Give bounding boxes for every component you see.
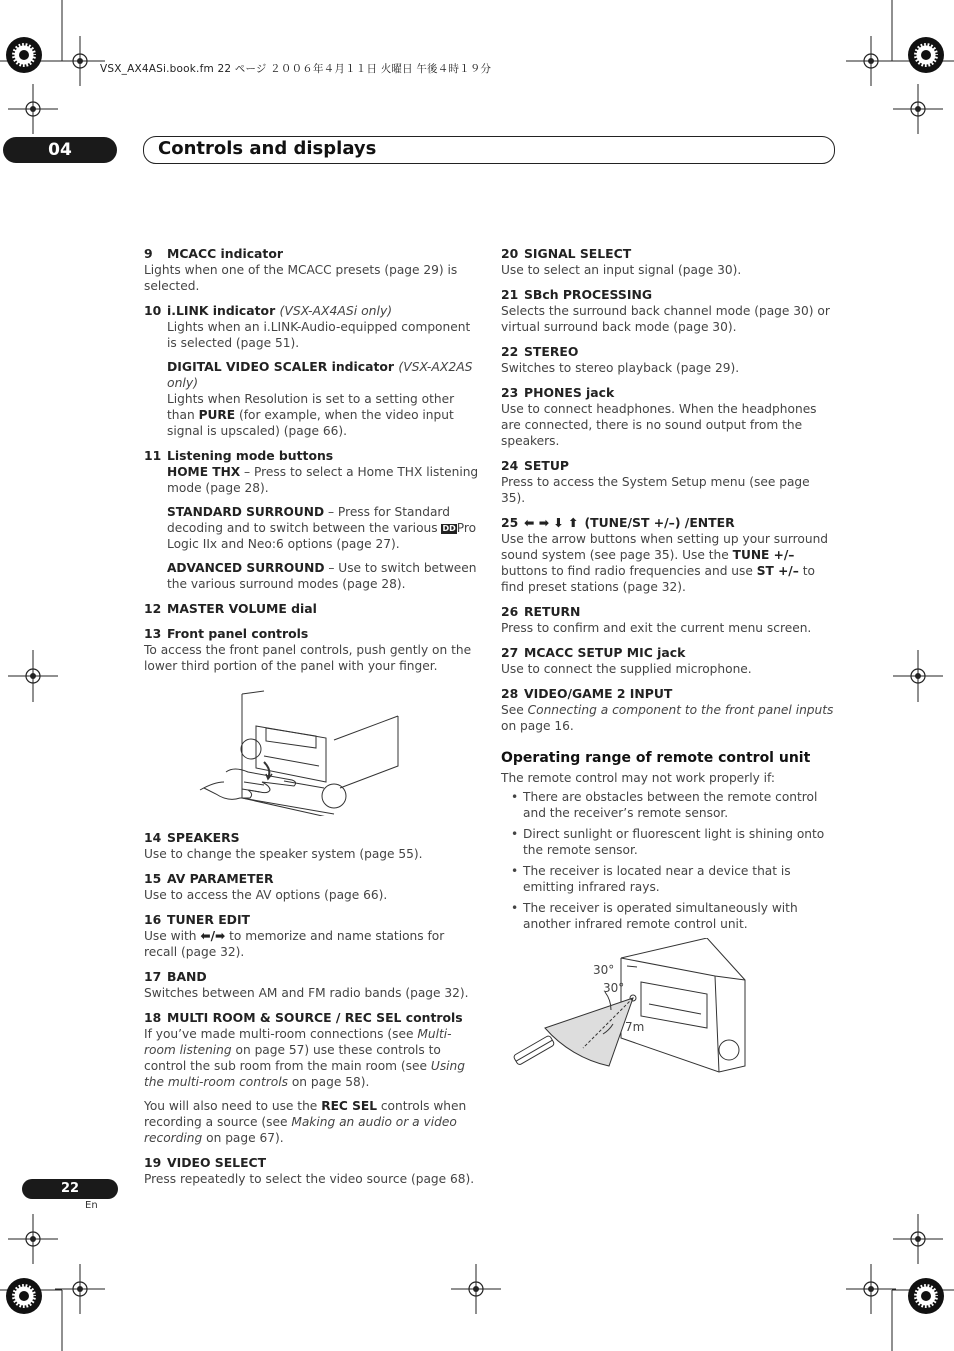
item-number: 27	[501, 645, 519, 660]
item-title: PHONES jack	[524, 385, 615, 400]
dolby-logo: DD	[442, 524, 456, 533]
item-title: MCACC SETUP MIC jack	[524, 645, 686, 660]
standard-surround-desc-1: – Press for Standard decoding and to switch between the various	[167, 505, 450, 535]
subitem-note: (VSX-AX2AS only)	[167, 359, 473, 390]
item-27	[501, 645, 837, 677]
item-title: MASTER VOLUME dial	[167, 601, 317, 616]
item-title: VIDEO SELECT	[167, 1155, 267, 1170]
item-18	[144, 1010, 479, 1146]
item-title: MULTI ROOM & SOURCE / REC SEL controls	[167, 1010, 463, 1025]
st-label: ST +/–	[756, 564, 799, 578]
item-title: SPEAKERS	[167, 830, 240, 845]
front-panel-illustration	[144, 686, 479, 816]
item-number: 22	[501, 344, 519, 359]
item-23	[501, 385, 837, 449]
standard-surround-desc-2: Pro Logic IIx and Neo:6 options (page 27).	[167, 521, 477, 551]
section-title: Operating range of remote control unit	[501, 750, 811, 766]
item-22	[501, 344, 837, 376]
item-desc: Switches between AM and FM radio bands (page 32).	[144, 986, 469, 1000]
item-28	[501, 686, 837, 734]
advanced-surround-desc: – Use to switch between the various surround modes (page 28).	[167, 561, 477, 591]
item-number: 25	[501, 515, 519, 530]
item-number: 24	[501, 458, 519, 473]
item-title-note: (VSX-AX4ASi only)	[279, 303, 393, 318]
item-15	[144, 871, 479, 903]
item-number: 12	[144, 601, 162, 616]
page-language: En	[85, 1200, 98, 1211]
file-header: VSX_AX4ASi.book.fm 22 ページ ２００６年４月１１日 火曜日 午後４時１９分	[100, 63, 492, 75]
chapter-title: Controls and displays	[158, 138, 377, 159]
item-number: 28	[501, 686, 519, 701]
item-desc: Use to change the speaker system (page 55).	[144, 847, 423, 861]
item-title: STEREO	[524, 344, 579, 359]
item-26	[501, 604, 837, 636]
text: on page 57) use these controls to control the sub room from the main room (see	[144, 1043, 441, 1073]
item-14	[144, 830, 479, 862]
item-number: 9	[144, 246, 153, 261]
standard-surround-label: STANDARD SURROUND	[167, 505, 325, 519]
item-9	[144, 246, 479, 294]
item-10	[144, 303, 479, 439]
item-title: SBch PROCESSING	[524, 287, 653, 302]
item-number: 13	[144, 626, 162, 641]
item-title: AV PARAMETER	[167, 871, 274, 886]
item-number: 18	[144, 1010, 162, 1025]
list-item: • There are obstacles between the remote control and the receiver’s remote sensor.	[523, 789, 837, 821]
ref-recording: Making an audio or a video recording	[144, 1115, 457, 1145]
text: to find preset stations (page 32).	[501, 564, 815, 594]
text: You will also need to use the	[144, 1099, 318, 1113]
tune-label: TUNE +/–	[732, 548, 795, 562]
text: on page 16.	[501, 719, 574, 733]
item-12	[144, 601, 479, 617]
ref-multi-room-controls: Using the multi-room controls	[144, 1059, 466, 1089]
item-19	[144, 1155, 479, 1187]
subitem-desc-2: (for example, when the video input signal is upscaled) (page 66).	[167, 408, 454, 438]
list-item: • The receiver is operated simultaneously with another infrared remote control unit.	[523, 900, 837, 932]
advanced-surround-label: ADVANCED SURROUND	[167, 561, 325, 575]
ref-multi-room-listening: Multi-room listening	[144, 1027, 452, 1057]
item-desc: Use to connect headphones. When the headphones are connected, there is no sound output from the speakers.	[501, 402, 817, 448]
item-title: Listening mode buttons	[167, 448, 334, 463]
distance-label: 7m	[625, 1020, 645, 1034]
remote-range-illustration	[501, 938, 837, 1088]
text: If you’ve made multi-room connections (see	[144, 1027, 414, 1041]
arrow-icon: ⬅/➡	[200, 929, 226, 943]
item-title: MCACC indicator	[167, 246, 283, 261]
item-title: RETURN	[524, 604, 581, 619]
list-item: • Direct sunlight or fluorescent light is shining onto the remote sensor.	[523, 826, 837, 858]
list-item: • The receiver is located near a device that is emitting infrared rays.	[523, 863, 837, 895]
section-intro: The remote control may not work properly if:	[501, 771, 776, 785]
angle-label-top: 30°	[593, 963, 615, 977]
item-number: 19	[144, 1155, 162, 1170]
rec-sel-label: REC SEL	[321, 1099, 377, 1113]
item-number: 17	[144, 969, 162, 984]
page-number: 22	[22, 1179, 118, 1199]
item-20	[501, 246, 837, 278]
receiver-drawing	[501, 938, 837, 1088]
item-desc: Press to confirm and exit the current menu screen.	[501, 621, 812, 635]
item-desc: Use to select an input signal (page 30).	[501, 263, 742, 277]
text: See	[501, 703, 524, 717]
item-title: TUNER EDIT	[167, 912, 251, 927]
item-title: VIDEO/GAME 2 INPUT	[524, 686, 673, 701]
text: on page 58).	[291, 1075, 370, 1089]
item-title: BAND	[167, 969, 207, 984]
item-25	[501, 515, 837, 595]
item-number: 16	[144, 912, 162, 927]
item-desc: Lights when one of the MCACC presets (page 29) is selected.	[144, 263, 458, 293]
item-desc-1: Use with	[144, 929, 197, 943]
arrow-buttons-icon: ⬅ ➡ ⬇ ⬆	[524, 515, 579, 530]
conditions-list	[501, 789, 837, 932]
item-desc: To access the front panel controls, push gently on the lower third portion of the panel with your finger.	[144, 643, 472, 673]
right-column	[501, 246, 837, 1088]
ref-front-panel-inputs: Connecting a component to the front panel inputs	[527, 703, 834, 717]
chapter-number: 04	[3, 137, 117, 163]
item-desc: Press to access the System Setup menu (see page 35).	[501, 475, 810, 505]
subitem-title: DIGITAL VIDEO SCALER indicator	[167, 359, 395, 374]
item-number: 11	[144, 448, 162, 463]
item-title: Front panel controls	[167, 626, 309, 641]
item-number: 15	[144, 871, 162, 886]
item-number: 10	[144, 303, 162, 318]
item-number: 14	[144, 830, 162, 845]
item-number: 20	[501, 246, 519, 261]
item-number: 21	[501, 287, 519, 302]
item-desc: Press repeatedly to select the video source (page 68).	[144, 1172, 475, 1186]
subitem-desc-1: Lights when Resolution is set to a setting other than	[167, 392, 455, 422]
subitem-bold: PURE	[198, 408, 236, 422]
item-13	[144, 626, 479, 674]
home-thx-desc: – Press to select a Home THX listening mode (page 28).	[167, 465, 479, 495]
item-21	[501, 287, 837, 335]
item-title: SIGNAL SELECT	[524, 246, 632, 261]
item-number: 23	[501, 385, 519, 400]
item-desc-2: to memorize and name stations for recall (page 32).	[144, 929, 445, 959]
item-title: (TUNE/ST +/–) /ENTER	[584, 515, 735, 530]
item-number: 26	[501, 604, 519, 619]
item-desc: Lights when an i.LINK-Audio-equipped component is selected (page 51).	[167, 320, 471, 350]
left-column	[144, 246, 479, 1196]
angle-label-bottom: 30°	[603, 981, 625, 995]
item-title: i.LINK indicator	[167, 303, 276, 318]
item-desc: Switches to stereo playback (page 29).	[501, 361, 740, 375]
item-16	[144, 912, 479, 960]
item-title: SETUP	[524, 458, 569, 473]
item-desc: Use to access the AV options (page 66).	[144, 888, 388, 902]
text: on page 67).	[206, 1131, 284, 1145]
item-desc: Use to connect the supplied microphone.	[501, 662, 752, 676]
item-17	[144, 969, 479, 1001]
text: controls when recording a source (see	[144, 1099, 467, 1129]
home-thx-label: HOME THX	[167, 465, 241, 479]
item-desc: Selects the surround back channel mode (page 30) or virtual surround back mode (page 30).	[501, 304, 830, 334]
text: buttons to find radio frequencies and use	[501, 564, 753, 578]
item-24	[501, 458, 837, 506]
text: Use the arrow buttons when setting up your surround sound system (see page 35). Use the	[501, 532, 829, 562]
item-11	[144, 448, 479, 592]
